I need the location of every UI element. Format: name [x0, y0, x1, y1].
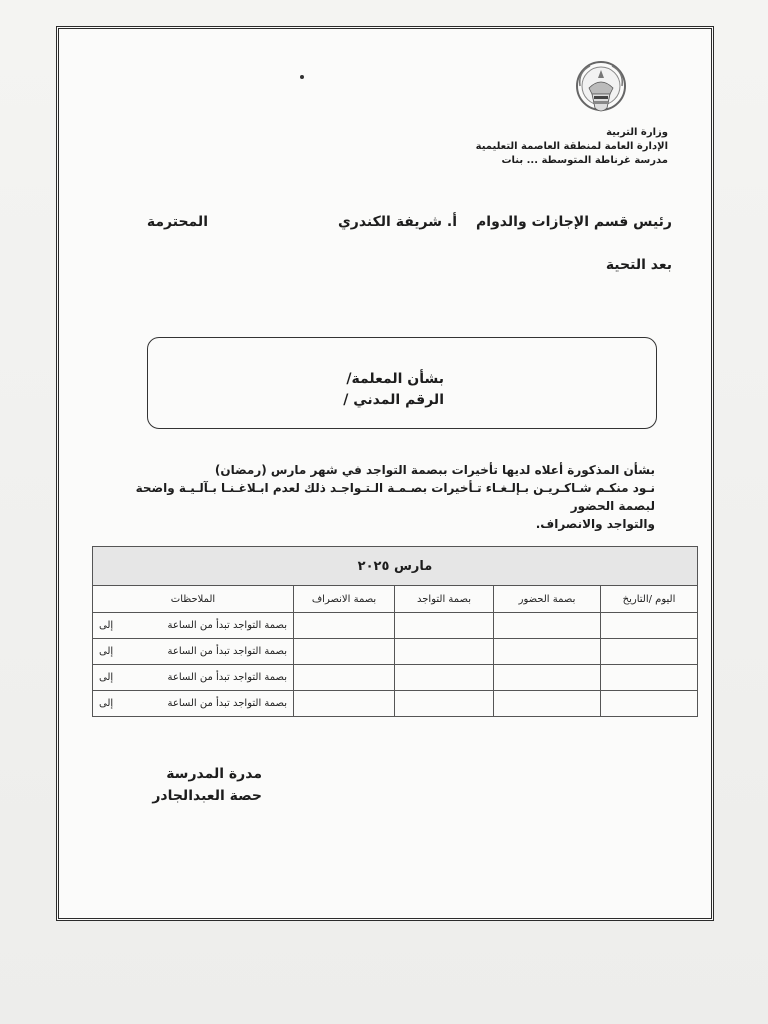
cell-departure [294, 691, 395, 717]
table-row [93, 665, 698, 691]
signature-name: حصة العبدالجادر [152, 788, 262, 804]
letter-body [135, 461, 655, 533]
cell-notes [93, 665, 294, 691]
cell-departure [294, 665, 395, 691]
note-end: إلى [99, 672, 114, 683]
table-row [93, 639, 698, 665]
cell-presence [395, 691, 494, 717]
cell-notes [93, 613, 294, 639]
header-departure: بصمة الانصراف [294, 586, 395, 613]
header-presence: بصمة التواجد [395, 586, 494, 613]
cell-notes [93, 639, 294, 665]
header-attendance: بصمة الحضور [494, 586, 601, 613]
cell-departure [294, 613, 395, 639]
subject-teacher: بشأن المعلمة/ [346, 371, 444, 387]
cell-presence [395, 639, 494, 665]
letterhead [476, 126, 668, 168]
note-start: بصمة التواجد تبدأ من الساعة [167, 620, 287, 631]
stray-dot [300, 75, 304, 79]
ministry-name: وزارة التربية [606, 127, 668, 138]
note-start: بصمة التواجد تبدأ من الساعة [167, 646, 287, 657]
cell-attendance [494, 639, 601, 665]
note-start: بصمة التواجد تبدأ من الساعة [167, 698, 287, 709]
cell-date [601, 613, 698, 639]
note-start: بصمة التواجد تبدأ من الساعة [167, 672, 287, 683]
cell-attendance [494, 613, 601, 639]
subject-civil-id: الرقم المدني / [343, 392, 444, 408]
attendance-table [92, 546, 698, 717]
body-line-2: نـود منكـم شـاكـريـن بـإلـغـاء تـأخيرات بصـمـة الـتـواجـد ذلك لعدم ابـلاغـنـا بـآلـيـة واضحة لبصمة الحضور [135, 481, 655, 513]
cell-departure [294, 639, 395, 665]
addressee-honorific: المحترمة [146, 214, 208, 230]
addressee-name: أ. شريفة الكندري [337, 214, 457, 230]
cell-date [601, 665, 698, 691]
addressee-recipient: رئيس قسم الإجازات والدوام [476, 214, 672, 230]
school-name: مدرسة غرناطة المتوسطة ... بنات [501, 155, 668, 166]
subject-box [147, 337, 657, 429]
kuwait-emblem-icon [570, 58, 632, 120]
body-line-3: والتواجد والانصراف. [535, 517, 655, 531]
greeting: بعد التحية [605, 257, 672, 273]
note-end: إلى [99, 698, 114, 709]
cell-attendance [494, 691, 601, 717]
signature-title: مدرة المدرسة [166, 766, 262, 782]
body-line-1: بشأن المذكورة أعلاه لديها تأخيرات ببصمة التواجد في شهر مارس (رمضان) [214, 463, 655, 477]
table-title: مارس ٢٠٢٥ [93, 547, 698, 586]
cell-notes [93, 691, 294, 717]
table-row [93, 691, 698, 717]
note-end: إلى [99, 620, 114, 631]
header-date: اليوم /التاريخ [601, 586, 698, 613]
table-row [93, 613, 698, 639]
cell-attendance [494, 665, 601, 691]
cell-presence [395, 665, 494, 691]
note-end: إلى [99, 646, 114, 657]
cell-date [601, 639, 698, 665]
signature-block [150, 763, 262, 807]
cell-presence [395, 613, 494, 639]
directorate-name: الإدارة العامة لمنطقة العاصمة التعليمية [475, 141, 668, 152]
header-notes: الملاحظات [93, 586, 294, 613]
cell-date [601, 691, 698, 717]
